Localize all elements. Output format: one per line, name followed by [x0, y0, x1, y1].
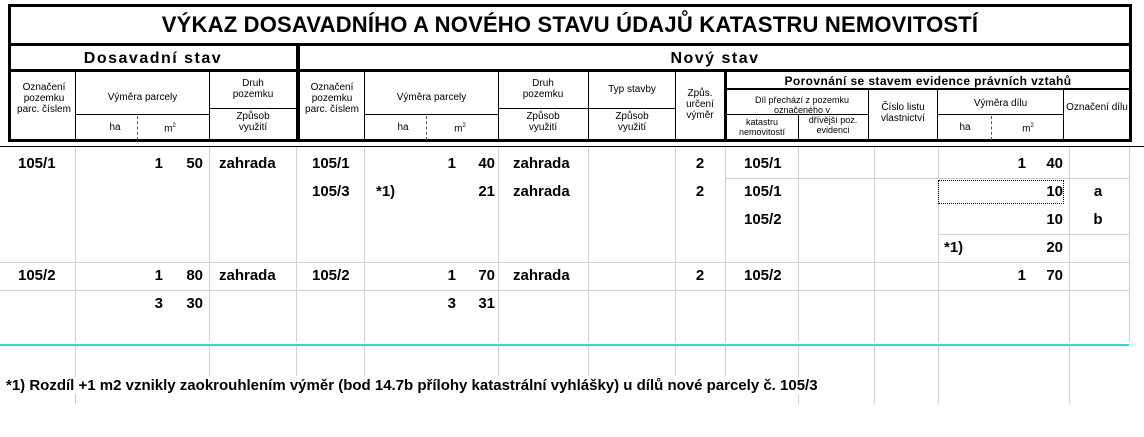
hdr-sub-line: [364, 114, 498, 115]
footnote: *1) Rozdíl +1 m2 vznikly zaokrouhlením výměr (bod 14.7b přílohy katastrální vyhlášky) u dílů nové parcely č. 105/3: [6, 377, 822, 394]
hdr-vymera-parcely: Výměra parcely: [107, 92, 178, 103]
hdr-katastru: katastru nemovitostí: [738, 117, 786, 137]
body-col-line: [588, 346, 589, 376]
hdr-sub-line: [588, 108, 675, 109]
hdr-dash: [991, 116, 992, 140]
hdr-zpusob-vyuziti: Způsob využití: [236, 111, 270, 133]
hdr-zpus-urceni: Způs. určení výměr: [686, 88, 714, 121]
row3-p-m2: 10: [1046, 211, 1063, 228]
body-row-line: [725, 178, 1129, 179]
row2-n-zpus: 2: [695, 183, 705, 200]
body-col-line: [364, 147, 365, 342]
row1-d-m2: 50: [186, 155, 203, 172]
body-top-line: [0, 146, 1144, 147]
row2-n-m2: 21: [478, 183, 495, 200]
porovnani-title-underline: [726, 88, 1129, 90]
body-col-line: [938, 346, 939, 404]
body-row-line: [938, 234, 1129, 235]
row5-d-parc: 105/2: [18, 267, 56, 284]
hdr-ha: ha: [109, 122, 121, 133]
body-col-line: [209, 346, 210, 376]
hdr-sub-line: [937, 114, 1063, 115]
hdr-dash: [137, 116, 138, 140]
row5-n-parc: 105/2: [312, 267, 350, 284]
body-col-line: [209, 147, 210, 342]
row1-n-ha: 1: [447, 155, 456, 172]
hdr-cislo-listu: Číslo listu vlastnictví: [881, 102, 925, 124]
row1-d-ha: 1: [154, 155, 163, 172]
body-row-line: [0, 290, 1129, 291]
row5-n-zpus: 2: [695, 267, 705, 284]
row2-n-parc: 105/3: [312, 183, 350, 200]
hdr-zpusob-vyuziti-typ: Způsob využití: [615, 111, 649, 133]
row5-p-ha: 1: [1017, 267, 1026, 284]
hdr-col-line: [588, 72, 589, 142]
report-title: VÝKAZ DOSAVADNÍHO A NOVÉHO STAVU ÚDAJŮ KATASTRU NEMOVITOSTÍ: [161, 12, 979, 37]
section-title-underline: [8, 69, 1132, 72]
row1-d-druh: zahrada: [219, 155, 276, 172]
hdr-col-line: [75, 72, 76, 142]
hdr-col-line: [868, 90, 869, 142]
row1-p-kat: 105/1: [744, 155, 782, 172]
body-col-line: [296, 346, 297, 376]
row1-n-zpus: 2: [695, 155, 705, 172]
section-porovnani: Porovnání se stavem evidence právních vztahů: [784, 74, 1072, 88]
body-col-line: [296, 147, 297, 342]
hdr-dil-prechazi: Díl přechází z pozemku označeného v: [754, 95, 850, 115]
body-col-line: [1069, 147, 1070, 342]
hdr-zpusob-vyuziti-novy: Způsob využití: [526, 111, 560, 133]
body-col-line: [1129, 147, 1130, 342]
row2-p-kat: 105/1: [744, 183, 782, 200]
hdr-col-line: [675, 72, 676, 142]
section-novy: Nový stav: [670, 50, 760, 67]
hdr-col-line: [798, 114, 799, 142]
row5-n-ha: 1: [447, 267, 456, 284]
row1-p-m2: 40: [1046, 155, 1063, 172]
section-dosavadni: Dosavadní stav: [83, 50, 223, 67]
hdr-sub-line: [498, 108, 588, 109]
row5-n-druh: zahrada: [513, 267, 570, 284]
hdr-dash: [426, 116, 427, 140]
hdr-m2-novy: $m^2$: [454, 123, 466, 135]
body-col-line: [874, 346, 875, 404]
total-d-ha: 3: [154, 295, 163, 312]
hdr-col-line: [364, 72, 365, 142]
body-col-line: [874, 147, 875, 342]
hdr-ha-dil: ha: [959, 122, 971, 133]
body-col-line: [75, 346, 76, 404]
hdr-oznaceni-pozemku-novy: Označení pozemku parc. číslem: [305, 82, 359, 115]
hdr-m2: $m^2$: [164, 123, 176, 135]
hdr-ha-novy: ha: [397, 122, 409, 133]
row2-n-druh: zahrada: [513, 183, 570, 200]
total-d-m2: 30: [186, 295, 203, 312]
body-col-line: [364, 346, 365, 376]
hdr-col-line: [1063, 90, 1064, 142]
hdr-m2-dil: $m^2$: [1022, 123, 1034, 135]
body-col-line: [675, 346, 676, 376]
row5-n-m2: 70: [478, 267, 495, 284]
hdr-drivejsi: dřívější poz. evidenci: [808, 115, 858, 135]
row1-n-druh: zahrada: [513, 155, 570, 172]
hdr-col-line: [209, 72, 210, 142]
hdr-sub-line: [209, 108, 296, 109]
row2-p-m2: 10: [1046, 183, 1063, 200]
total-n-ha: 3: [447, 295, 456, 312]
body-col-line: [75, 147, 76, 342]
hdr-druh-pozemku-novy: Druh pozemku: [522, 78, 564, 100]
body-col-line: [675, 147, 676, 342]
row1-n-parc: 105/1: [312, 155, 350, 172]
hdr-col-line: [498, 72, 499, 142]
body-col-line: [938, 147, 939, 342]
body-col-line: [1069, 346, 1070, 404]
body-row-line: [0, 262, 1129, 263]
row1-p-ha: 1: [1017, 155, 1026, 172]
report-title-box: [8, 4, 1132, 46]
hdr-vymera-dilu: Výměra dílu: [973, 98, 1028, 109]
row5-p-m2: 70: [1046, 267, 1063, 284]
row3-p-kat: 105/2: [744, 211, 782, 228]
row2-p-dil: a: [1093, 183, 1103, 200]
row5-p-kat: 105/2: [744, 267, 782, 284]
row1-d-parc: 105/1: [18, 155, 56, 172]
body-col-line: [498, 147, 499, 342]
hdr-druh-pozemku: Druh pozemku: [232, 78, 274, 100]
body-col-line: [588, 147, 589, 342]
body-col-line: [498, 346, 499, 376]
body-col-line: [725, 346, 726, 376]
porovnani-divider: [724, 72, 727, 142]
hdr-oznaceni-dilu: Označení dílu: [1066, 102, 1128, 113]
row4-p-note: *1): [944, 239, 964, 256]
body-col-line: [798, 346, 799, 404]
hdr-oznaceni-pozemku: Označení pozemku parc. číslem: [17, 82, 71, 115]
body-col-line: [798, 147, 799, 342]
body-col-line: [725, 147, 726, 342]
accent-divider: [0, 344, 1129, 346]
row5-d-druh: zahrada: [219, 267, 276, 284]
row3-p-dil: b: [1093, 211, 1103, 228]
hdr-sub-line: [75, 114, 209, 115]
row2-n-note: *1): [376, 183, 396, 200]
row5-d-ha: 1: [154, 267, 163, 284]
hdr-typ-stavby: Typ stavby: [608, 84, 656, 95]
row4-p-m2: 20: [1046, 239, 1063, 256]
row5-d-m2: 80: [186, 267, 203, 284]
row1-n-m2: 40: [478, 155, 495, 172]
hdr-vymera-parcely-novy: Výměra parcely: [396, 92, 467, 103]
total-n-m2: 31: [478, 295, 495, 312]
